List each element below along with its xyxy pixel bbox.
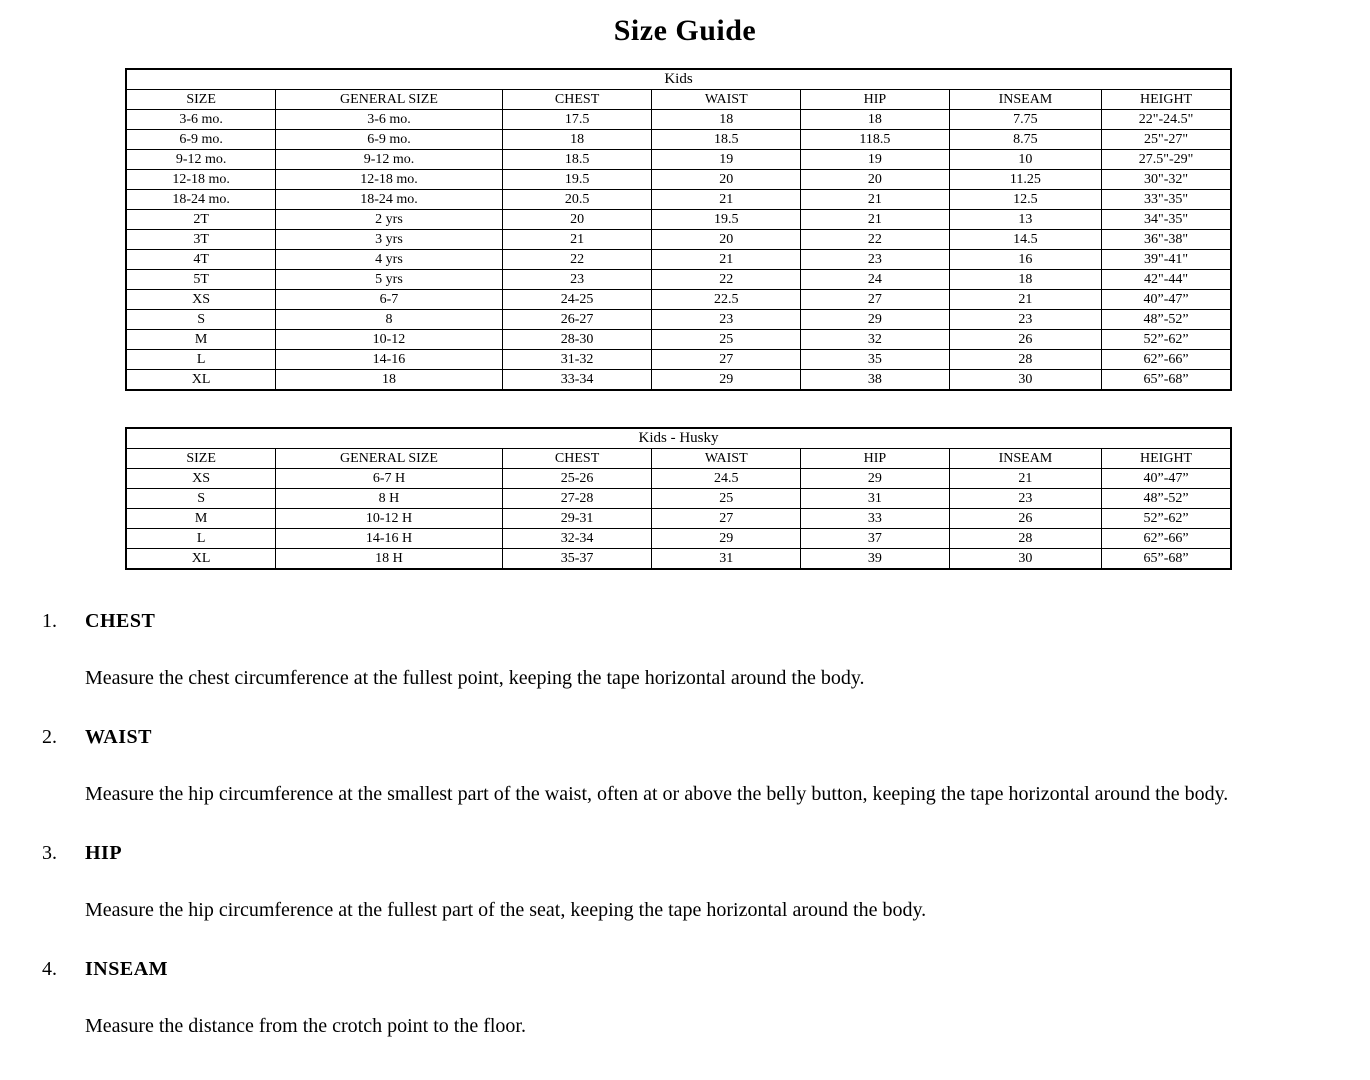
table-cell: 20 bbox=[652, 170, 801, 190]
table-cell: 22 bbox=[502, 250, 652, 270]
column-header: INSEAM bbox=[949, 449, 1101, 469]
table-cell: 25-26 bbox=[502, 469, 652, 489]
table-cell: XS bbox=[126, 290, 276, 310]
table-row bbox=[126, 210, 1231, 230]
table-cell: 6-7 bbox=[276, 290, 503, 310]
table-row bbox=[126, 370, 1231, 391]
table-cell: 5T bbox=[126, 270, 276, 290]
table-cell: 2T bbox=[126, 210, 276, 230]
table-cell: 65”-68” bbox=[1102, 549, 1231, 570]
table-cell: 3 yrs bbox=[276, 230, 503, 250]
table-header-row bbox=[126, 449, 1231, 469]
table-cell: 18 H bbox=[276, 549, 503, 570]
instruction-heading: CHEST bbox=[85, 610, 156, 632]
table-row bbox=[126, 250, 1231, 270]
table-row bbox=[126, 270, 1231, 290]
table-row bbox=[126, 310, 1231, 330]
table-cell: 35 bbox=[801, 350, 950, 370]
table-cell: 29 bbox=[652, 529, 801, 549]
column-header: CHEST bbox=[502, 90, 652, 110]
table-cell: 18 bbox=[652, 110, 801, 130]
column-header: HIP bbox=[801, 449, 950, 469]
table-header-row bbox=[126, 90, 1231, 110]
table-cell: 13 bbox=[949, 210, 1101, 230]
table-cell: 4T bbox=[126, 250, 276, 270]
table-row bbox=[126, 350, 1231, 370]
table-row bbox=[126, 130, 1231, 150]
table-cell: 65”-68” bbox=[1102, 370, 1231, 391]
table-cell: 3T bbox=[126, 230, 276, 250]
table-caption-row bbox=[126, 69, 1231, 90]
table-cell: 31 bbox=[652, 549, 801, 570]
table-cell: 30 bbox=[949, 370, 1101, 391]
table-cell: 18.5 bbox=[502, 150, 652, 170]
table-cell: 9-12 mo. bbox=[276, 150, 503, 170]
table-row bbox=[126, 549, 1231, 570]
table-cell: 22.5 bbox=[652, 290, 801, 310]
table-cell: 29 bbox=[652, 370, 801, 391]
instruction-item bbox=[42, 610, 1370, 690]
table-cell: 19.5 bbox=[502, 170, 652, 190]
table-cell: 19 bbox=[801, 150, 950, 170]
table-cell: 35-37 bbox=[502, 549, 652, 570]
table-cell: 33-34 bbox=[502, 370, 652, 391]
instruction-number: 2. bbox=[42, 726, 57, 748]
table-cell: 6-9 mo. bbox=[126, 130, 276, 150]
table-cell: 24 bbox=[801, 270, 950, 290]
table-cell: 26 bbox=[949, 330, 1101, 350]
column-header: INSEAM bbox=[949, 90, 1101, 110]
table-cell: L bbox=[126, 350, 276, 370]
table-cell: 48”-52” bbox=[1102, 489, 1231, 509]
table-cell: 21 bbox=[801, 190, 950, 210]
table-cell: 36"-38" bbox=[1102, 230, 1231, 250]
table-cell: 23 bbox=[801, 250, 950, 270]
table-cell: 62”-66” bbox=[1102, 529, 1231, 549]
table-cell: 8 H bbox=[276, 489, 503, 509]
column-header: GENERAL SIZE bbox=[276, 90, 503, 110]
table-cell: 10 bbox=[949, 150, 1101, 170]
column-header: HIP bbox=[801, 90, 950, 110]
table-cell: 27 bbox=[652, 509, 801, 529]
instruction-heading-row bbox=[42, 842, 1370, 865]
table-cell: 3-6 mo. bbox=[126, 110, 276, 130]
table-row bbox=[126, 469, 1231, 489]
table-cell: 28 bbox=[949, 350, 1101, 370]
table-cell: 6-7 H bbox=[276, 469, 503, 489]
instruction-text: Measure the distance from the crotch point to the floor. bbox=[85, 1015, 526, 1037]
table-cell: 23 bbox=[949, 489, 1101, 509]
table-cell: 28-30 bbox=[502, 330, 652, 350]
table-cell: 24.5 bbox=[652, 469, 801, 489]
instruction-item bbox=[42, 842, 1370, 922]
table-cell: 39 bbox=[801, 549, 950, 570]
table-cell: 14-16 H bbox=[276, 529, 503, 549]
instruction-heading-row bbox=[42, 610, 1370, 633]
table-cell: S bbox=[126, 489, 276, 509]
table-cell: 25"-27" bbox=[1102, 130, 1231, 150]
table-cell: 25 bbox=[652, 330, 801, 350]
table-cell: 27 bbox=[801, 290, 950, 310]
table-cell: 42"-44" bbox=[1102, 270, 1231, 290]
table-cell: 31 bbox=[801, 489, 950, 509]
table-cell: 23 bbox=[652, 310, 801, 330]
table-cell: M bbox=[126, 330, 276, 350]
table-row bbox=[126, 110, 1231, 130]
table-cell: 12-18 mo. bbox=[276, 170, 503, 190]
table-cell: 14.5 bbox=[949, 230, 1101, 250]
table-row bbox=[126, 509, 1231, 529]
instruction-number: 4. bbox=[42, 958, 57, 980]
column-header: WAIST bbox=[652, 90, 801, 110]
instruction-heading-row bbox=[42, 958, 1370, 981]
size-table-kids bbox=[125, 68, 1232, 391]
table-cell: 21 bbox=[502, 230, 652, 250]
table-cell: 5 yrs bbox=[276, 270, 503, 290]
table-cell: 22"-24.5" bbox=[1102, 110, 1231, 130]
instruction-heading: HIP bbox=[85, 842, 123, 864]
instruction-heading-row bbox=[42, 726, 1370, 749]
table-cell: XL bbox=[126, 549, 276, 570]
table-cell: 10-12 bbox=[276, 330, 503, 350]
table-cell: 38 bbox=[801, 370, 950, 391]
column-header: SIZE bbox=[126, 90, 276, 110]
table-cell: 14-16 bbox=[276, 350, 503, 370]
table-cell: 18 bbox=[502, 130, 652, 150]
table-cell: 8 bbox=[276, 310, 503, 330]
table-cell: 26-27 bbox=[502, 310, 652, 330]
table-cell: 17.5 bbox=[502, 110, 652, 130]
instruction-number: 1. bbox=[42, 610, 57, 632]
column-header: HEIGHT bbox=[1102, 449, 1231, 469]
table-cell: 18.5 bbox=[652, 130, 801, 150]
table-cell: 25 bbox=[652, 489, 801, 509]
table-cell: 27 bbox=[652, 350, 801, 370]
table-cell: 31-32 bbox=[502, 350, 652, 370]
table-cell: 39"-41" bbox=[1102, 250, 1231, 270]
table-cell: 2 yrs bbox=[276, 210, 503, 230]
table-row bbox=[126, 150, 1231, 170]
table-row bbox=[126, 489, 1231, 509]
table-cell: 21 bbox=[652, 250, 801, 270]
table-row bbox=[126, 529, 1231, 549]
table-cell: 4 yrs bbox=[276, 250, 503, 270]
table-cell: 21 bbox=[949, 290, 1101, 310]
table-cell: 18 bbox=[276, 370, 503, 391]
table-cell: 12-18 mo. bbox=[126, 170, 276, 190]
table-cell: M bbox=[126, 509, 276, 529]
table-caption-row bbox=[126, 428, 1231, 449]
table-cell: 27-28 bbox=[502, 489, 652, 509]
table-cell: 6-9 mo. bbox=[276, 130, 503, 150]
table-cell: 21 bbox=[949, 469, 1101, 489]
table-cell: 62”-66” bbox=[1102, 350, 1231, 370]
table-row bbox=[126, 230, 1231, 250]
instruction-text: Measure the hip circumference at the fullest part of the seat, keeping the tape horizontal around the body. bbox=[85, 899, 927, 921]
table-cell: 48”-52” bbox=[1102, 310, 1231, 330]
table-cell: 19 bbox=[652, 150, 801, 170]
table-cell: 12.5 bbox=[949, 190, 1101, 210]
table-cell: 29 bbox=[801, 469, 950, 489]
table-cell: 21 bbox=[652, 190, 801, 210]
instruction-heading: INSEAM bbox=[85, 958, 169, 980]
table-cell: 16 bbox=[949, 250, 1101, 270]
table-cell: 3-6 mo. bbox=[276, 110, 503, 130]
table-cell: 24-25 bbox=[502, 290, 652, 310]
table-cell: 40”-47” bbox=[1102, 290, 1231, 310]
table-cell: 23 bbox=[502, 270, 652, 290]
page-title: Size Guide bbox=[613, 14, 757, 47]
table-cell: 52”-62” bbox=[1102, 330, 1231, 350]
table-cell: 40”-47” bbox=[1102, 469, 1231, 489]
table-cell: 34"-35" bbox=[1102, 210, 1231, 230]
column-header: WAIST bbox=[652, 449, 801, 469]
table-cell: 32-34 bbox=[502, 529, 652, 549]
table-caption: Kids bbox=[126, 69, 1231, 90]
table-cell: S bbox=[126, 310, 276, 330]
instruction-text: Measure the chest circumference at the fullest point, keeping the tape horizontal around the body. bbox=[85, 667, 865, 689]
table-cell: 32 bbox=[801, 330, 950, 350]
column-header: CHEST bbox=[502, 449, 652, 469]
table-cell: 10-12 H bbox=[276, 509, 503, 529]
column-header: SIZE bbox=[126, 449, 276, 469]
table-cell: 28 bbox=[949, 529, 1101, 549]
table-cell: 30"-32" bbox=[1102, 170, 1231, 190]
table-cell: 27.5"-29" bbox=[1102, 150, 1231, 170]
table-cell: 18-24 mo. bbox=[276, 190, 503, 210]
table-cell: 18 bbox=[949, 270, 1101, 290]
table-cell: 11.25 bbox=[949, 170, 1101, 190]
table-cell: 29-31 bbox=[502, 509, 652, 529]
table-cell: 19.5 bbox=[652, 210, 801, 230]
table-cell: 18-24 mo. bbox=[126, 190, 276, 210]
table-cell: 22 bbox=[801, 230, 950, 250]
table-cell: 8.75 bbox=[949, 130, 1101, 150]
table-cell: 7.75 bbox=[949, 110, 1101, 130]
table-cell: 30 bbox=[949, 549, 1101, 570]
table-row bbox=[126, 330, 1231, 350]
table-cell: 20.5 bbox=[502, 190, 652, 210]
table-cell: 118.5 bbox=[801, 130, 950, 150]
table-cell: 21 bbox=[801, 210, 950, 230]
table-cell: 33 bbox=[801, 509, 950, 529]
instruction-item bbox=[42, 958, 1370, 1038]
table-cell: 26 bbox=[949, 509, 1101, 529]
table-row bbox=[126, 290, 1231, 310]
instruction-heading: WAIST bbox=[85, 726, 152, 748]
table-cell: XS bbox=[126, 469, 276, 489]
table-cell: 9-12 mo. bbox=[126, 150, 276, 170]
table-cell: L bbox=[126, 529, 276, 549]
instruction-text: Measure the hip circumference at the smallest part of the waist, often at or above the belly button, keeping the tape horizontal around the body. bbox=[85, 783, 1229, 805]
measurement-instructions bbox=[0, 610, 1370, 1038]
column-header: GENERAL SIZE bbox=[276, 449, 503, 469]
table-cell: 20 bbox=[502, 210, 652, 230]
table-cell: 33"-35" bbox=[1102, 190, 1231, 210]
instruction-number: 3. bbox=[42, 842, 57, 864]
table-row bbox=[126, 190, 1231, 210]
table-cell: 22 bbox=[652, 270, 801, 290]
table-cell: 20 bbox=[652, 230, 801, 250]
instruction-item bbox=[42, 726, 1370, 806]
column-header: HEIGHT bbox=[1102, 90, 1231, 110]
size-table-kids-husky bbox=[125, 427, 1232, 570]
table-cell: 23 bbox=[949, 310, 1101, 330]
table-cell: 29 bbox=[801, 310, 950, 330]
table-cell: XL bbox=[126, 370, 276, 391]
table-caption: Kids - Husky bbox=[126, 428, 1231, 449]
table-cell: 37 bbox=[801, 529, 950, 549]
table-cell: 20 bbox=[801, 170, 950, 190]
table-row bbox=[126, 170, 1231, 190]
table-cell: 18 bbox=[801, 110, 950, 130]
table-cell: 52”-62” bbox=[1102, 509, 1231, 529]
